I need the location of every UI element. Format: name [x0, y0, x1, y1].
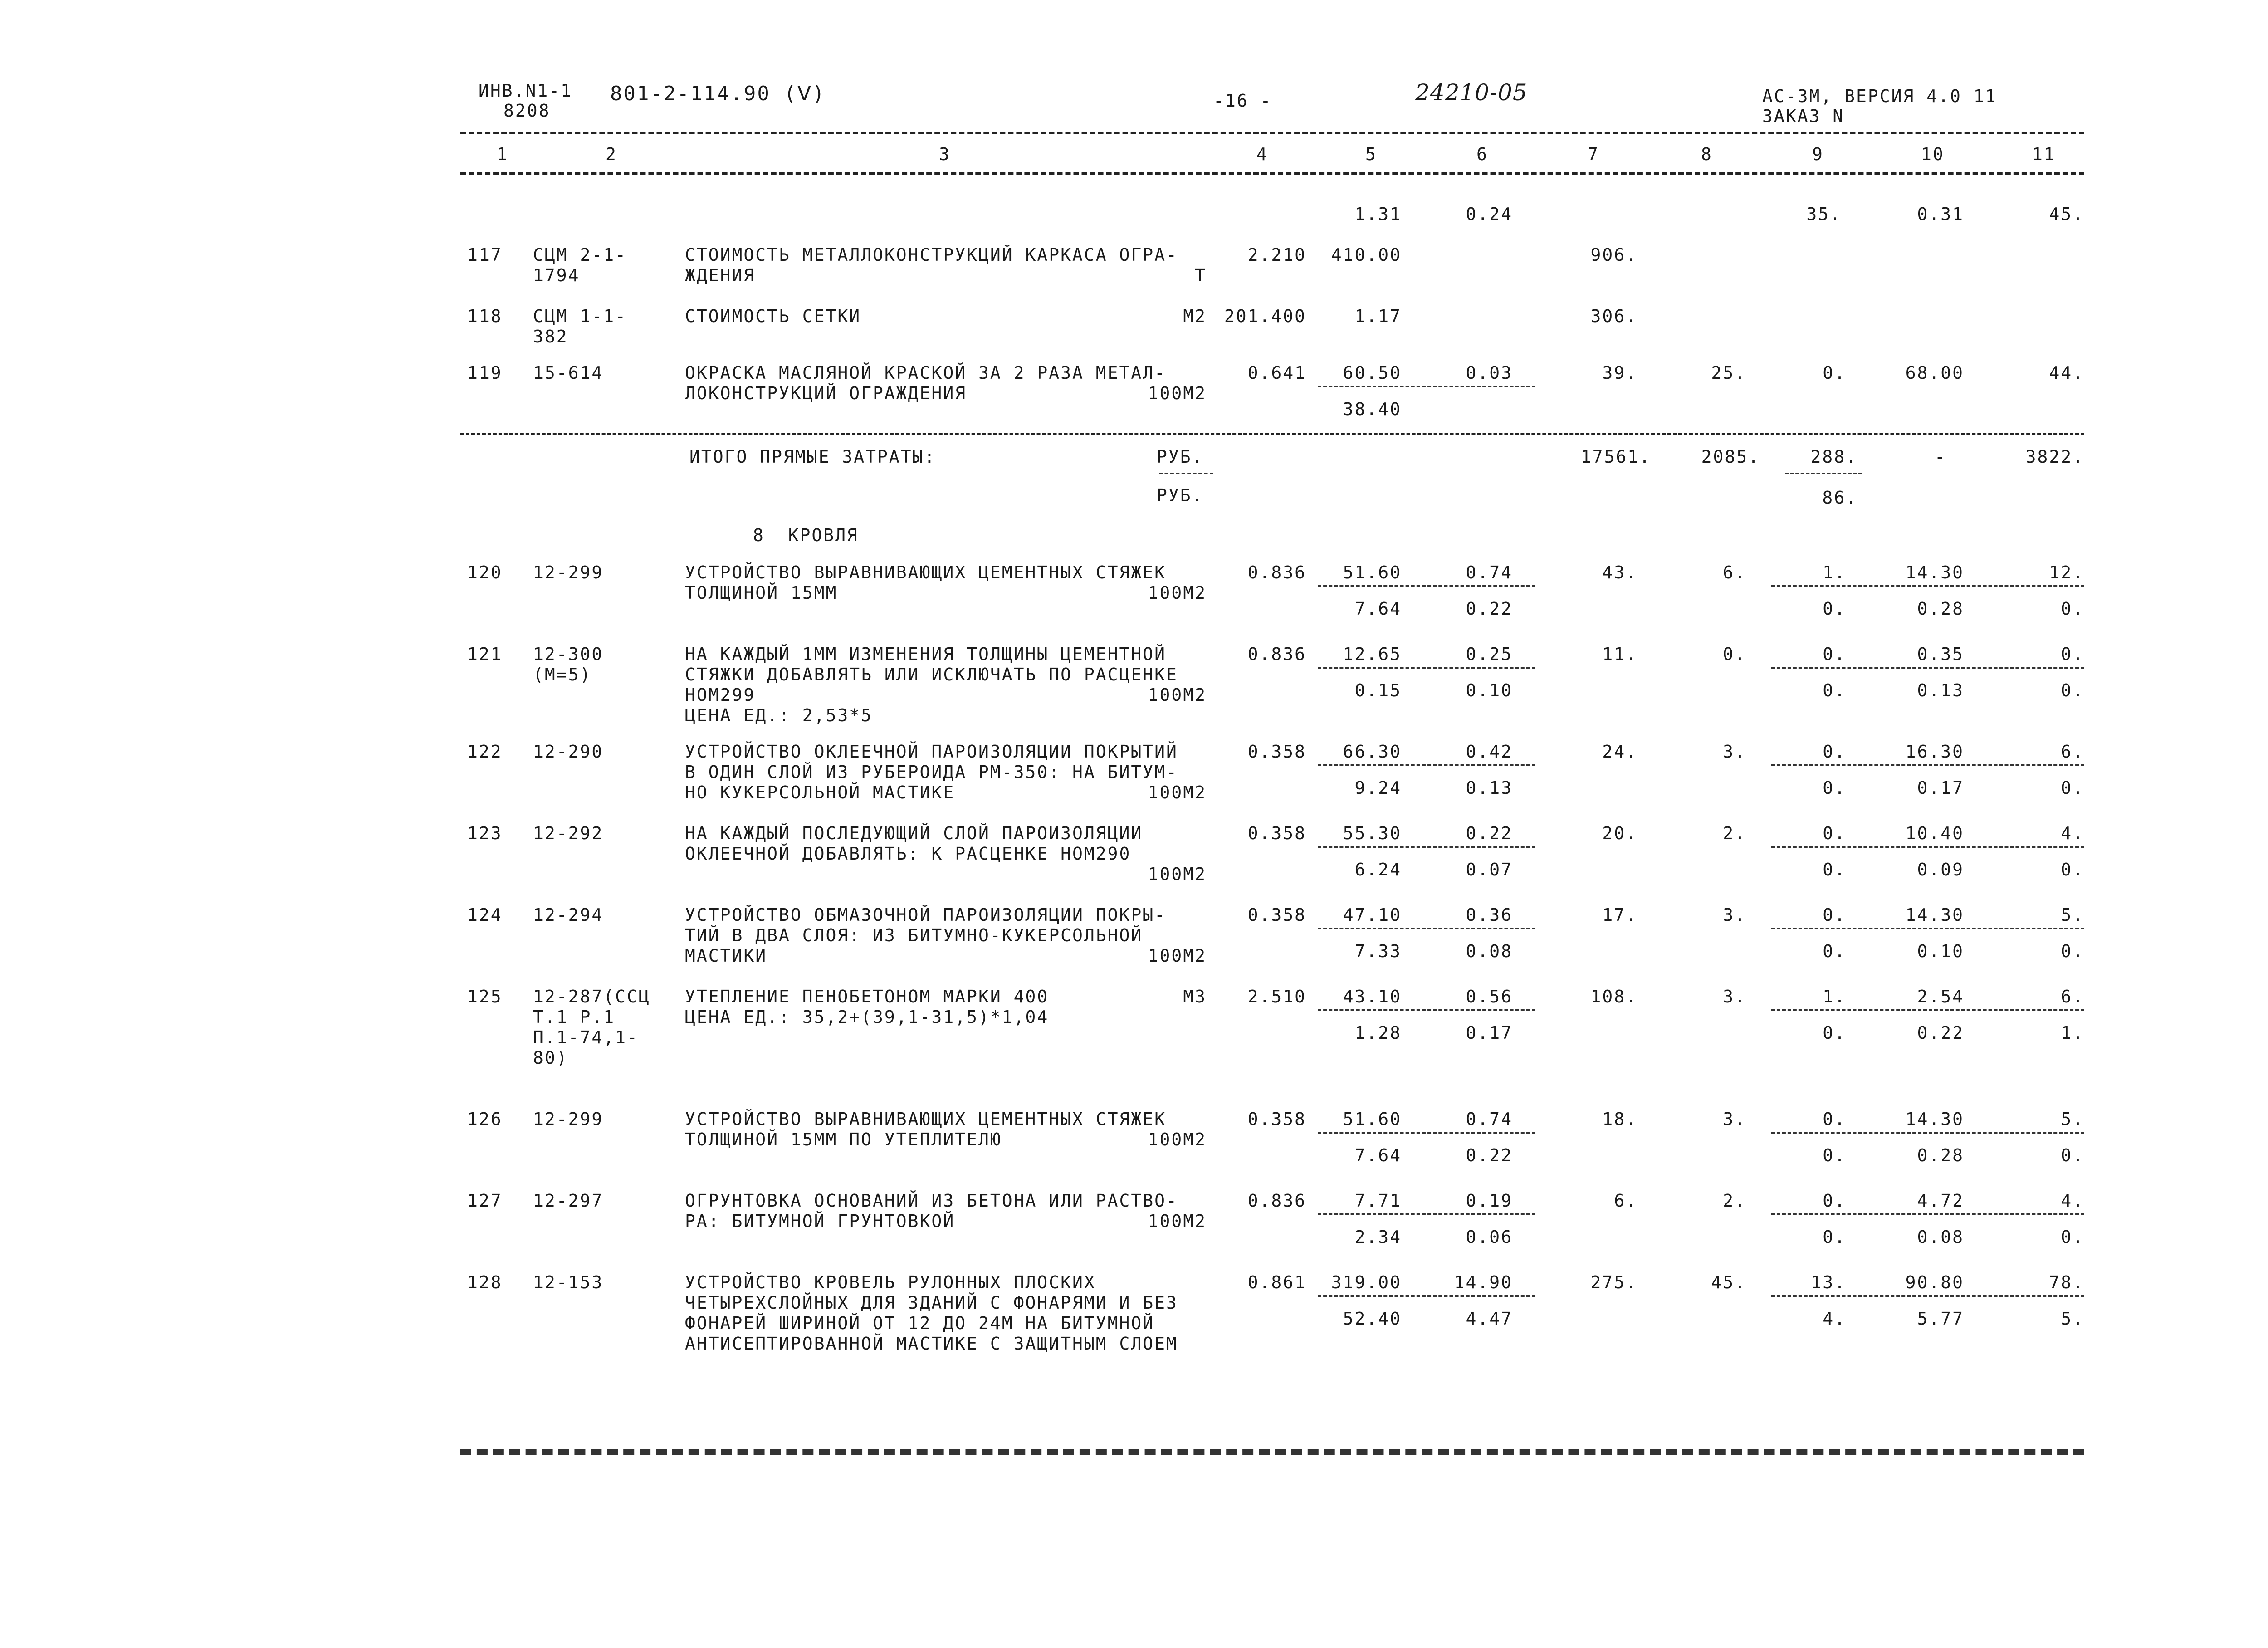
cell-qty: 0.861 [1247, 1272, 1306, 1292]
work-description: УСТРОЙСТВО ОБМАЗОЧНОЙ ПАРОИЗОЛЯЦИИ ПОКРЫ- [685, 905, 1166, 925]
cell-c7: 906. [1590, 245, 1637, 265]
cell-c10: 2.54 [1917, 987, 1964, 1007]
row-number: 122 [467, 742, 503, 762]
cell-divider [1318, 1009, 1535, 1011]
norm-code: 12-290 [533, 742, 604, 762]
cell-c11b: 0. [2061, 778, 2084, 798]
cell-qty: 0.836 [1247, 1191, 1306, 1211]
cell-c6: 0.42 [1466, 742, 1513, 762]
cell-c8: 3. [1723, 1109, 1746, 1129]
cell-qty: 0.358 [1247, 742, 1306, 762]
cell-c11: 0. [2061, 644, 2084, 664]
cell-divider [1771, 1009, 2084, 1011]
cell-c5: 319.00 [1331, 1272, 1402, 1292]
cell-c11: 6. [2061, 742, 2084, 762]
cell-divider [1771, 1213, 2084, 1215]
cell-c6b: 0.22 [1466, 599, 1513, 619]
cell-c5: 47.10 [1343, 905, 1402, 925]
cell-c10b: 0.09 [1917, 860, 1964, 880]
cell-c9: 0. [1823, 644, 1846, 664]
cell-c5: 410.00 [1331, 245, 1402, 265]
work-description: СТОИМОСТЬ СЕТКИ [685, 306, 861, 326]
cell-c5b: 38.40 [1343, 399, 1402, 419]
norm-code: Т.1 Р.1 [533, 1007, 616, 1027]
price-note: ЦЕНА ЕД.: 2,53*5 [685, 705, 873, 725]
cell-value: 0.31 [1917, 204, 1964, 224]
cell-c5b: 0.15 [1354, 680, 1402, 700]
cell-c6: 0.03 [1466, 363, 1513, 383]
cell-c8: 6. [1723, 562, 1746, 582]
cell-c7: 108. [1590, 987, 1637, 1007]
work-description: ЧЕТЫРЕХСЛОЙНЫХ ДЛЯ ЗДАНИЙ С ФОНАРЯМИ И БЕЗ [685, 1293, 1178, 1313]
cell-c9b: 4. [1823, 1309, 1846, 1329]
inventory-label: ИНВ.N1-1 [479, 81, 573, 101]
norm-code: 12-153 [533, 1272, 604, 1292]
cell-c5: 66.30 [1343, 742, 1402, 762]
column-header: 2 [606, 144, 617, 164]
cell-c6: 0.22 [1466, 823, 1513, 843]
work-description: УСТРОЙСТВО ВЫРАВНИВАЮЩИХ ЦЕМЕНТНЫХ СТЯЖЕК [685, 562, 1166, 582]
underline [1785, 473, 1862, 474]
cell-c10: 4.72 [1917, 1191, 1964, 1211]
handwritten-code: 24210-05 [1415, 79, 1528, 106]
program-version: АС-3М, ВЕРСИЯ 4.0 11 [1762, 86, 1997, 106]
norm-code: 12-300 [533, 644, 604, 664]
norm-code: 12-287(ССЦ [533, 987, 650, 1007]
cell-divider [1771, 1132, 2084, 1134]
unit-of-measure: 100М2 [1148, 1130, 1207, 1149]
unit-of-measure: 100М2 [1148, 864, 1207, 884]
cell-c11: 4. [2061, 823, 2084, 843]
cell-qty: 0.358 [1247, 905, 1306, 925]
cell-c5b: 9.24 [1354, 778, 1402, 798]
cell-divider [1318, 1295, 1535, 1297]
cell-c6b: 0.07 [1466, 860, 1513, 880]
cell-c9: 0. [1823, 823, 1846, 843]
work-description: ТИЙ В ДВА СЛОЯ: ИЗ БИТУМНО-КУКЕРСОЛЬНОЙ [685, 925, 1143, 945]
cell-divider [1318, 667, 1535, 669]
cell-c5b: 52.40 [1343, 1309, 1402, 1329]
cell-value: 45. [2049, 204, 2084, 224]
cell-c9: 1. [1823, 987, 1846, 1007]
cell-c11b: 0. [2061, 860, 2084, 880]
cell-c11: 12. [2049, 562, 2084, 582]
cell-divider [1318, 764, 1535, 766]
cell-c6b: 0.06 [1466, 1227, 1513, 1247]
work-description: УТЕПЛЕНИЕ ПЕНОБЕТОНОМ МАРКИ 400 [685, 987, 1049, 1007]
cell-c6b: 0.10 [1466, 680, 1513, 700]
work-description: НО КУКЕРСОЛЬНОЙ МАСТИКЕ [685, 782, 955, 802]
cell-c10: 14.30 [1905, 562, 1964, 582]
norm-code: 382 [533, 327, 568, 347]
cell-c11b: 0. [2061, 599, 2084, 619]
work-description: В ОДИН СЛОЙ ИЗ РУБЕРОИДА РМ-350: НА БИТУМ- [685, 762, 1178, 782]
cell-c7: 20. [1602, 823, 1637, 843]
cell-c11: 5. [2061, 905, 2084, 925]
cell-c11: 44. [2049, 363, 2084, 383]
cell-qty: 0.358 [1247, 1109, 1306, 1129]
cell-c11b: 0. [2061, 680, 2084, 700]
cell-qty: 201.400 [1224, 306, 1306, 326]
cell-c6: 0.25 [1466, 644, 1513, 664]
cell-c7: 6. [1614, 1191, 1637, 1211]
cell-c10b: 0.22 [1917, 1023, 1964, 1043]
cell-c5b: 7.64 [1354, 1145, 1402, 1165]
work-description: ТОЛЩИНОЙ 15ММ [685, 583, 838, 603]
cell-c11b: 0. [2061, 1227, 2084, 1247]
cell-c6b: 0.22 [1466, 1145, 1513, 1165]
work-description: ОГРУНТОВКА ОСНОВАНИЙ ИЗ БЕТОНА ИЛИ РАСТВО- [685, 1191, 1178, 1211]
page-number: -16 - [1213, 91, 1272, 111]
cell-c5b: 1.28 [1354, 1023, 1402, 1043]
cell-c9b: 0. [1823, 1023, 1846, 1043]
cell-c6b: 4.47 [1466, 1309, 1513, 1329]
column-header: 8 [1701, 144, 1713, 164]
norm-code: П.1-74,1- [533, 1027, 639, 1047]
cell-c9: 0. [1823, 1109, 1846, 1129]
norm-code: 12-297 [533, 1191, 604, 1211]
work-description: СТЯЖКИ ДОБАВЛЯТЬ ИЛИ ИСКЛЮЧАТЬ ПО РАСЦЕНКЕ [685, 665, 1178, 685]
cell-value: 35. [1806, 204, 1842, 224]
totals-label: ИТОГО ПРЯМЫЕ ЗАТРАТЫ: [689, 447, 936, 467]
work-description: УСТРОЙСТВО ВЫРАВНИВАЮЩИХ ЦЕМЕНТНЫХ СТЯЖЕК [685, 1109, 1166, 1129]
cell-divider [1318, 386, 1535, 387]
column-header: 11 [2032, 144, 2056, 164]
cell-c9: 0. [1823, 1191, 1846, 1211]
cell-c7: 17. [1602, 905, 1637, 925]
cell-c10: 16.30 [1905, 742, 1964, 762]
norm-code: 1794 [533, 265, 580, 285]
totals-col8: 2085. [1701, 447, 1760, 467]
cell-divider [1318, 1213, 1535, 1215]
cell-c9b: 0. [1823, 1145, 1846, 1165]
row-number: 123 [467, 823, 503, 843]
cell-c11: 78. [2049, 1272, 2084, 1292]
cell-c10: 90.80 [1905, 1272, 1964, 1292]
cell-c9b: 0. [1823, 1227, 1846, 1247]
work-description: ОКРАСКА МАСЛЯНОЙ КРАСКОЙ ЗА 2 РАЗА МЕТАЛ- [685, 363, 1166, 383]
row-number: 118 [467, 306, 503, 326]
cell-value: 0.24 [1466, 204, 1513, 224]
cell-c7: 43. [1602, 562, 1637, 582]
work-description: УСТРОЙСТВО КРОВЕЛЬ РУЛОННЫХ ПЛОСКИХ [685, 1272, 1096, 1292]
norm-code: 12-294 [533, 905, 604, 925]
work-description: АНТИСЕПТИРОВАННОЙ МАСТИКЕ С ЗАЩИТНЫМ СЛОЕМ [685, 1334, 1178, 1354]
cell-c9b: 0. [1823, 860, 1846, 880]
cell-c11b: 0. [2061, 1145, 2084, 1165]
cell-c11: 5. [2061, 1109, 2084, 1129]
inventory-number: 8208 [503, 101, 551, 121]
unit-of-measure: 100М2 [1148, 782, 1207, 802]
cell-c5b: 2.34 [1354, 1227, 1402, 1247]
work-description: ЛОКОНСТРУКЦИЙ ОГРАЖДЕНИЯ [685, 383, 967, 403]
work-description: НА КАЖДЫЙ ПОСЛЕДУЮЩИЙ СЛОЙ ПАРОИЗОЛЯЦИИ [685, 823, 1143, 843]
cell-c10: 14.30 [1905, 905, 1964, 925]
price-note: ЦЕНА ЕД.: 35,2+(39,1-31,5)*1,04 [685, 1007, 1049, 1027]
cell-c10: 10.40 [1905, 823, 1964, 843]
work-description: ФОНАРЕЙ ШИРИНОЙ ОТ 12 ДО 24М НА БИТУМНОЙ [685, 1313, 1155, 1333]
cell-c5b: 7.64 [1354, 599, 1402, 619]
cell-c6: 14.90 [1454, 1272, 1513, 1292]
totals-unit: РУБ. [1157, 447, 1204, 467]
cell-c11: 6. [2061, 987, 2084, 1007]
cell-c10: 68.00 [1905, 363, 1964, 383]
cell-c6: 0.19 [1466, 1191, 1513, 1211]
cell-qty: 0.358 [1247, 823, 1306, 843]
row-number: 124 [467, 905, 503, 925]
cell-c9b: 0. [1823, 680, 1846, 700]
cell-c10b: 5.77 [1917, 1309, 1964, 1329]
norm-code: 15-614 [533, 363, 604, 383]
cell-divider [1771, 928, 2084, 929]
cell-c7: 275. [1590, 1272, 1637, 1292]
work-description: ЖДЕНИЯ [685, 265, 756, 285]
norm-code: 12-292 [533, 823, 604, 843]
totals-col10: - [1935, 447, 1946, 467]
cell-c5: 12.65 [1343, 644, 1402, 664]
row-number: 121 [467, 644, 503, 664]
cell-c6: 0.56 [1466, 987, 1513, 1007]
cell-c7: 24. [1602, 742, 1637, 762]
work-description: МАСТИКИ [685, 946, 767, 966]
cell-c10b: 0.17 [1917, 778, 1964, 798]
cell-c5: 43.10 [1343, 987, 1402, 1007]
cell-c11: 4. [2061, 1191, 2084, 1211]
unit-of-measure: М2 [1183, 306, 1207, 326]
totals-col7: 17561. [1580, 447, 1651, 467]
series-number: 801-2-114.90 (Ⅴ) [610, 82, 826, 105]
column-header: 4 [1256, 144, 1268, 164]
section-title: 8 КРОВЛЯ [753, 525, 859, 545]
cell-c7: 39. [1602, 363, 1637, 383]
column-header: 9 [1812, 144, 1824, 164]
totals-col9-second: 86. [1822, 488, 1857, 508]
cell-c6b: 0.13 [1466, 778, 1513, 798]
norm-code: 12-299 [533, 1109, 604, 1129]
unit-of-measure: 100М2 [1148, 1211, 1207, 1231]
cell-c10b: 0.28 [1917, 599, 1964, 619]
cell-c9: 0. [1823, 742, 1846, 762]
unit-of-measure: Т [1195, 265, 1207, 285]
column-header: 1 [497, 144, 508, 164]
cell-qty: 2.210 [1247, 245, 1306, 265]
norm-code: СЦМ 2-1- [533, 245, 627, 265]
order-label: ЗАКАЗ N [1762, 106, 1845, 126]
cell-c5: 60.50 [1343, 363, 1402, 383]
cell-divider [1771, 1295, 2084, 1297]
cell-divider [1318, 1132, 1535, 1134]
cell-c11b: 1. [2061, 1023, 2084, 1043]
cell-c10: 14.30 [1905, 1109, 1964, 1129]
row-number: 127 [467, 1191, 503, 1211]
cell-c10b: 0.28 [1917, 1145, 1964, 1165]
cell-qty: 0.836 [1247, 644, 1306, 664]
cell-c6: 0.74 [1466, 1109, 1513, 1129]
column-header: 3 [939, 144, 951, 164]
cell-c8: 3. [1723, 905, 1746, 925]
cell-c9: 13. [1811, 1272, 1846, 1292]
cell-c9: 0. [1823, 363, 1846, 383]
cell-c6: 0.36 [1466, 905, 1513, 925]
column-header: 6 [1476, 144, 1488, 164]
cell-c8: 25. [1711, 363, 1746, 383]
unit-of-measure: 100М2 [1148, 946, 1207, 966]
cell-divider [1771, 846, 2084, 848]
cell-divider [1771, 764, 2084, 766]
cell-c8: 2. [1723, 1191, 1746, 1211]
column-header: 5 [1365, 144, 1377, 164]
row-number: 119 [467, 363, 503, 383]
cell-qty: 0.836 [1247, 562, 1306, 582]
cell-c7: 306. [1590, 306, 1637, 326]
cell-c7: 18. [1602, 1109, 1637, 1129]
work-description: ОКЛЕЕЧНОЙ ДОБАВЛЯТЬ: К РАСЦЕНКЕ НОМ290 [685, 844, 1131, 864]
cell-c9: 1. [1823, 562, 1846, 582]
work-description: ТОЛЩИНОЙ 15ММ ПО УТЕПЛИТЕЛЮ [685, 1130, 1002, 1149]
cell-c6b: 0.17 [1466, 1023, 1513, 1043]
header-top-rule [460, 132, 2084, 134]
cell-c10b: 0.13 [1917, 680, 1964, 700]
page-bottom-rule [460, 1449, 2084, 1455]
cell-divider [1318, 928, 1535, 929]
norm-code: (М=5) [533, 665, 592, 685]
cell-c5: 1.17 [1354, 306, 1402, 326]
cell-qty: 2.510 [1247, 987, 1306, 1007]
row-number: 120 [467, 562, 503, 582]
cell-c9b: 0. [1823, 941, 1846, 961]
cell-c10b: 0.08 [1917, 1227, 1964, 1247]
column-header: 7 [1588, 144, 1599, 164]
cell-c5b: 7.33 [1354, 941, 1402, 961]
row-number: 128 [467, 1272, 503, 1292]
cell-divider [1318, 585, 1535, 587]
cell-c11b: 0. [2061, 941, 2084, 961]
cell-qty: 0.641 [1247, 363, 1306, 383]
work-description: РА: БИТУМНОЙ ГРУНТОВКОЙ [685, 1211, 955, 1231]
totals-col9: 288. [1810, 447, 1857, 467]
work-description: СТОИМОСТЬ МЕТАЛЛОКОНСТРУКЦИЙ КАРКАСА ОГРА- [685, 245, 1178, 265]
cell-c6: 0.74 [1466, 562, 1513, 582]
totals-unit: РУБ. [1157, 485, 1204, 505]
totals-col11: 3822. [2025, 447, 2084, 467]
unit-of-measure: 100М2 [1148, 685, 1207, 705]
unit-of-measure: М3 [1183, 987, 1207, 1007]
cell-c6b: 0.08 [1466, 941, 1513, 961]
cell-c5: 51.60 [1343, 562, 1402, 582]
norm-code: СЦМ 1-1- [533, 306, 627, 326]
cell-c8: 3. [1723, 987, 1746, 1007]
unit-of-measure: 100М2 [1148, 383, 1207, 403]
norm-code: 12-299 [533, 562, 604, 582]
cell-c11b: 5. [2061, 1309, 2084, 1329]
row-number: 125 [467, 987, 503, 1007]
cell-c9: 0. [1823, 905, 1846, 925]
cell-c5: 55.30 [1343, 823, 1402, 843]
norm-code: 80) [533, 1048, 568, 1068]
cell-c8: 3. [1723, 742, 1746, 762]
cell-c5: 51.60 [1343, 1109, 1402, 1129]
cell-c8: 0. [1723, 644, 1746, 664]
unit-of-measure: 100М2 [1148, 583, 1207, 603]
cell-divider [1318, 846, 1535, 848]
cell-divider [1771, 667, 2084, 669]
cell-c9b: 0. [1823, 599, 1846, 619]
cell-c5: 7.71 [1354, 1191, 1402, 1211]
work-description: НА КАЖДЫЙ 1ММ ИЗМЕНЕНИЯ ТОЛЩИНЫ ЦЕМЕНТНОЙ [685, 644, 1166, 664]
cell-value: 1.31 [1354, 204, 1402, 224]
row-number: 126 [467, 1109, 503, 1129]
work-description: УСТРОЙСТВО ОКЛЕЕЧНОЙ ПАРОИЗОЛЯЦИИ ПОКРЫТИЙ [685, 742, 1178, 762]
column-header: 10 [1921, 144, 1945, 164]
totals-rule [460, 433, 2084, 435]
cell-c5b: 6.24 [1354, 860, 1402, 880]
header-bottom-rule [460, 172, 2084, 175]
cell-c8: 2. [1723, 823, 1746, 843]
cell-c9b: 0. [1823, 778, 1846, 798]
cell-c8: 45. [1711, 1272, 1746, 1292]
cell-c7: 11. [1602, 644, 1637, 664]
cell-c10: 0.35 [1917, 644, 1964, 664]
cell-divider [1771, 585, 2084, 587]
row-number: 117 [467, 245, 503, 265]
work-description: НОМ299 [685, 685, 756, 705]
underline [1159, 473, 1213, 474]
cell-c10b: 0.10 [1917, 941, 1964, 961]
